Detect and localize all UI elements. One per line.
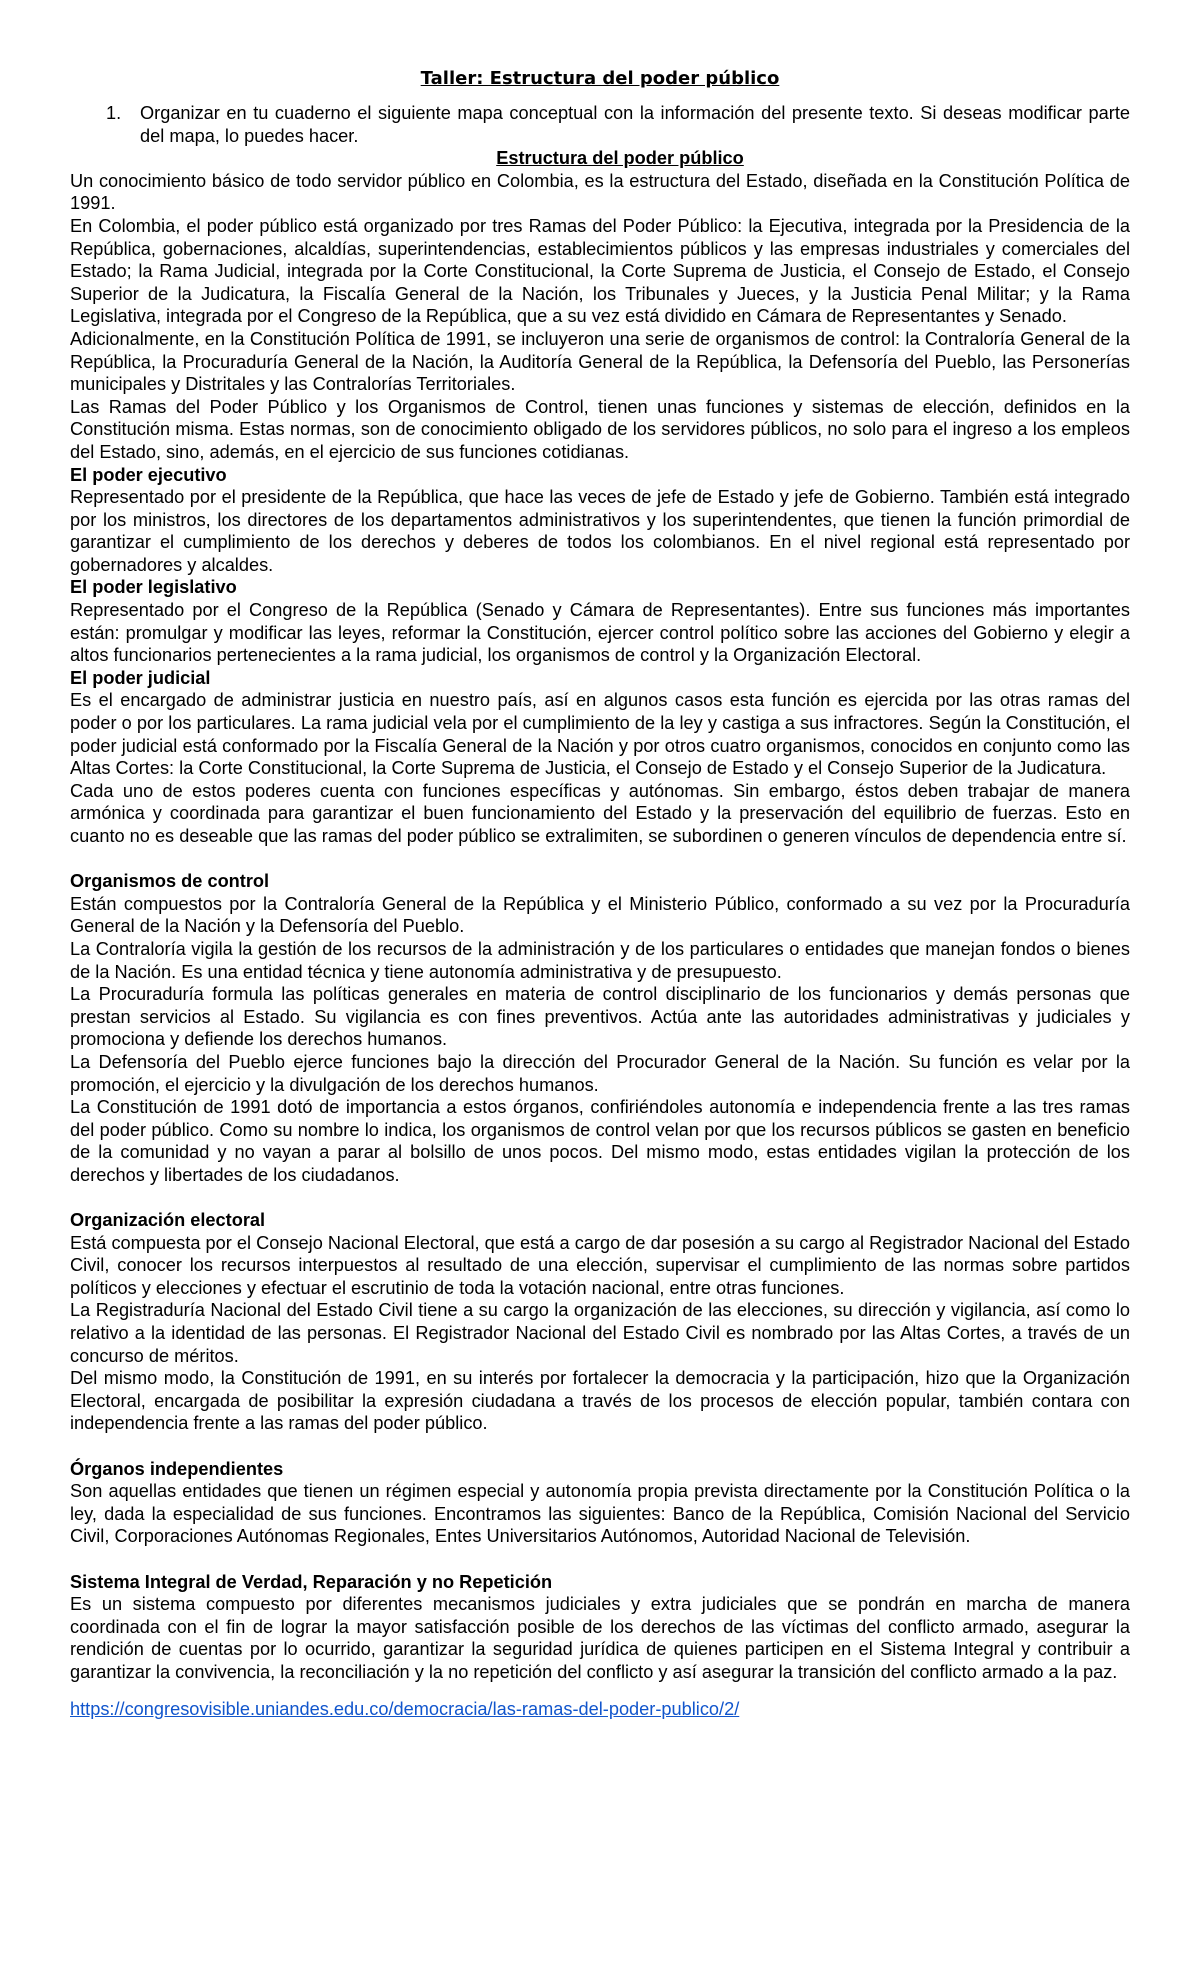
- paragraph-control: La Defensoría del Pueblo ejerce funciones bajo la dirección del Procurador General de la Nación. Su función es velar por la promoción, el ejercicio y la divulgación de los derechos humanos.: [70, 1051, 1130, 1095]
- task-number: 1.: [106, 103, 122, 123]
- source-link[interactable]: https://congresovisible.uniandes.edu.co/democracia/las-ramas-del-poder-publico/2/: [70, 1698, 740, 1719]
- intro-paragraph: Las Ramas del Poder Público y los Organismos de Control, tienen unas funciones y sistemas de elección, definidos en la Constitución misma. Estas normas, son de conocimiento obligado de los servidores públicos, no solo para el ingreso a los empleos del Estado, sino, además, en el ejercicio de sus funciones cotidianas.: [70, 396, 1130, 462]
- spacer: [70, 848, 1130, 871]
- heading-electoral: Organización electoral: [70, 1210, 266, 1231]
- heading-judicial: El poder judicial: [70, 667, 211, 688]
- paragraph-judicial: Es el encargado de administrar justicia en nuestro país, así en algunos casos esta función es ejercida por las otras ramas del poder o por los particulares. La rama judicial vela por el cumplimiento de la ley y castiga a sus infractores. Según la Constitución, el poder judicial está conformado por la Fiscalía General de la Nación y por otros cuatro organismos, conocidos en conjunto como las Altas Cortes: la Corte Constitucional, la Corte Suprema de Justicia, el Consejo de Estado y el Consejo Superior de la Judicatura.: [70, 690, 1130, 779]
- paragraph-legislativo: Representado por el Congreso de la República (Senado y Cámara de Representantes). Entre sus funciones más importantes están: promulgar y modificar las leyes, reformar la Constitución, ejercer control político sobre las acciones del Gobierno y elegir a altos funcionarios pertenecientes a la rama judicial, los organismos de control y la Organización Electoral.: [70, 600, 1130, 666]
- paragraph-control: La Contraloría vigila la gestión de los recursos de la administración y de los particulares o entidades que manejan fondos o bienes de la Nación. Es una entidad técnica y tiene autonomía administrativa y de presupuesto.: [70, 938, 1130, 982]
- paragraph-electoral: La Registraduría Nacional del Estado Civil tiene a su cargo la organización de las elecciones, su dirección y vigilancia, así como lo relativo a la identidad de las personas. El Registrador Nacional del Estado Civil es nombrado por las Altas Cortes, a través de un concurso de méritos.: [70, 1300, 1130, 1366]
- spacer: [70, 1187, 1130, 1210]
- intro-paragraph: En Colombia, el poder público está organizado por tres Ramas del Poder Público: la Ejecutiva, integrada por la Presidencia de la República, gobernaciones, alcaldías, superintendencias, establecimientos públicos y las empresas industriales y comerciales del Estado; la Rama Judicial, integrada por la Corte Constitucional, la Corte Suprema de Justicia, el Consejo de Estado, el Consejo Superior de la Judicatura, la Fiscalía General de la Nación, los Tribunales y Jueces, y la Justicia Penal Militar; y la Rama Legislativa, integrada por el Congreso de la República, que a su vez está dividido en Cámara de Representantes y Senado.: [70, 215, 1130, 327]
- heading-independientes: Órganos independientes: [70, 1458, 284, 1479]
- paragraph-control: La Constitución de 1991 dotó de importancia a estos órganos, confiriéndoles autonomía e independencia frente a las tres ramas del poder público. Como su nombre lo indica, los organismos de control velan por que los recursos públicos se gasten en beneficio de la comunidad y no vayan a parar al bolsillo de unos pocos. Del mismo modo, estas entidades vigilan la protección de los derechos y libertades de los ciudadanos.: [70, 1097, 1130, 1185]
- spacer: [70, 1435, 1130, 1458]
- paragraph-electoral: Del mismo modo, la Constitución de 1991, en su interés por fortalecer la democracia y la participación, hizo que la Organización Electoral, encargada de posibilitar la expresión ciudadana a través de los procesos de elección popular, también contara con independencia frente a las ramas del poder público.: [70, 1368, 1130, 1434]
- heading-control: Organismos de control: [70, 871, 270, 892]
- paragraph-sistema: Es un sistema compuesto por diferentes mecanismos judiciales y extra judiciales que se pondrán en marcha de manera coordinada con el fin de lograr la mayor satisfacción posible de los derechos de las víctimas del conflicto armado, asegurar la rendición de cuentas por lo ocurrido, garantizar la seguridad jurídica de quienes participen en el Sistema Integral y contribuir a garantizar la convivencia, la reconciliación y la no repetición del conflicto y así asegurar la transición del conflicto armado a la paz.: [70, 1594, 1130, 1682]
- paragraph-poderes: Cada uno de estos poderes cuenta con funciones específicas y autónomas. Sin embargo, éstos deben trabajar de manera armónica y coordinada para garantizar el buen funcionamiento del Estado y la preservación del equilibrio de fuerzas. Esto en cuanto no es deseable que las ramas del poder público se extralimiten, se subordinen o generen vínculos de dependencia entre sí.: [70, 780, 1130, 846]
- paragraph-electoral: Está compuesta por el Consejo Nacional Electoral, que está a cargo de dar posesión a su cargo al Registrador Nacional del Estado Civil, conocer los recursos interpuestos al resultado de una elección, supervisar el cumplimiento de las normas sobre partidos políticos y elecciones y efectuar el escrutinio de toda la votación nacional, entre otras funciones.: [70, 1232, 1130, 1298]
- intro-paragraph: Un conocimiento básico de todo servidor público en Colombia, es la estructura del Estado, diseñada en la Constitución Política de 1991.: [70, 170, 1130, 214]
- task-text: Organizar en tu cuaderno el siguiente mapa conceptual con la información del presente texto. Si deseas modificar parte del mapa, lo puedes hacer.: [140, 103, 1130, 146]
- paragraph-ejecutivo: Representado por el presidente de la República, que hace las veces de jefe de Estado y jefe de Gobierno. También está integrado por los ministros, los directores de los departamentos administrativos y los superintendentes, que tienen la función primordial de garantizar el cumplimiento de los derechos y deberes de todos los colombianos. En el nivel regional está representado por gobernadores y alcaldes.: [70, 487, 1130, 575]
- task-item: [70, 102, 1130, 147]
- intro-paragraph: Adicionalmente, en la Constitución Política de 1991, se incluyeron una serie de organismos de control: la Contraloría General de la República, la Procuraduría General de la Nación, la Auditoría General de la República, la Defensoría del Pueblo, las Personerías municipales y Distritales y las Contralorías Territoriales.: [70, 328, 1130, 395]
- paragraph-control: Están compuestos por la Contraloría General de la República y el Ministerio Público, conformado a su vez por la Procuraduría General de la Nación y la Defensoría del Pueblo.: [70, 893, 1130, 937]
- heading-legislativo: El poder legislativo: [70, 577, 237, 598]
- heading-ejecutivo: El poder ejecutivo: [70, 464, 227, 485]
- page-title: Taller: Estructura del poder público: [420, 68, 780, 89]
- spacer: [70, 1548, 1130, 1571]
- section-subtitle: Estructura del poder público: [496, 148, 744, 169]
- heading-sistema: Sistema Integral de Verdad, Reparación y no Repetición: [70, 1571, 553, 1592]
- paragraph-independientes: Son aquellas entidades que tienen un régimen especial y autonomía propia prevista directamente por la Constitución Política o la ley, dada la especialidad de sus funciones. Encontramos las siguientes: Banco de la República, Comisión Nacional del Servicio Civil, Corporaciones Autónomas Regionales, Entes Universitarios Autónomos, Autoridad Nacional de Televisión.: [70, 1481, 1130, 1547]
- paragraph-control: La Procuraduría formula las políticas generales en materia de control disciplinario de los funcionarios y demás personas que prestan servicios al Estado. Su vigilancia es con fines preventivos. Actúa ante las autoridades administrativas y judiciales y promociona y defiende los derechos humanos.: [70, 984, 1130, 1050]
